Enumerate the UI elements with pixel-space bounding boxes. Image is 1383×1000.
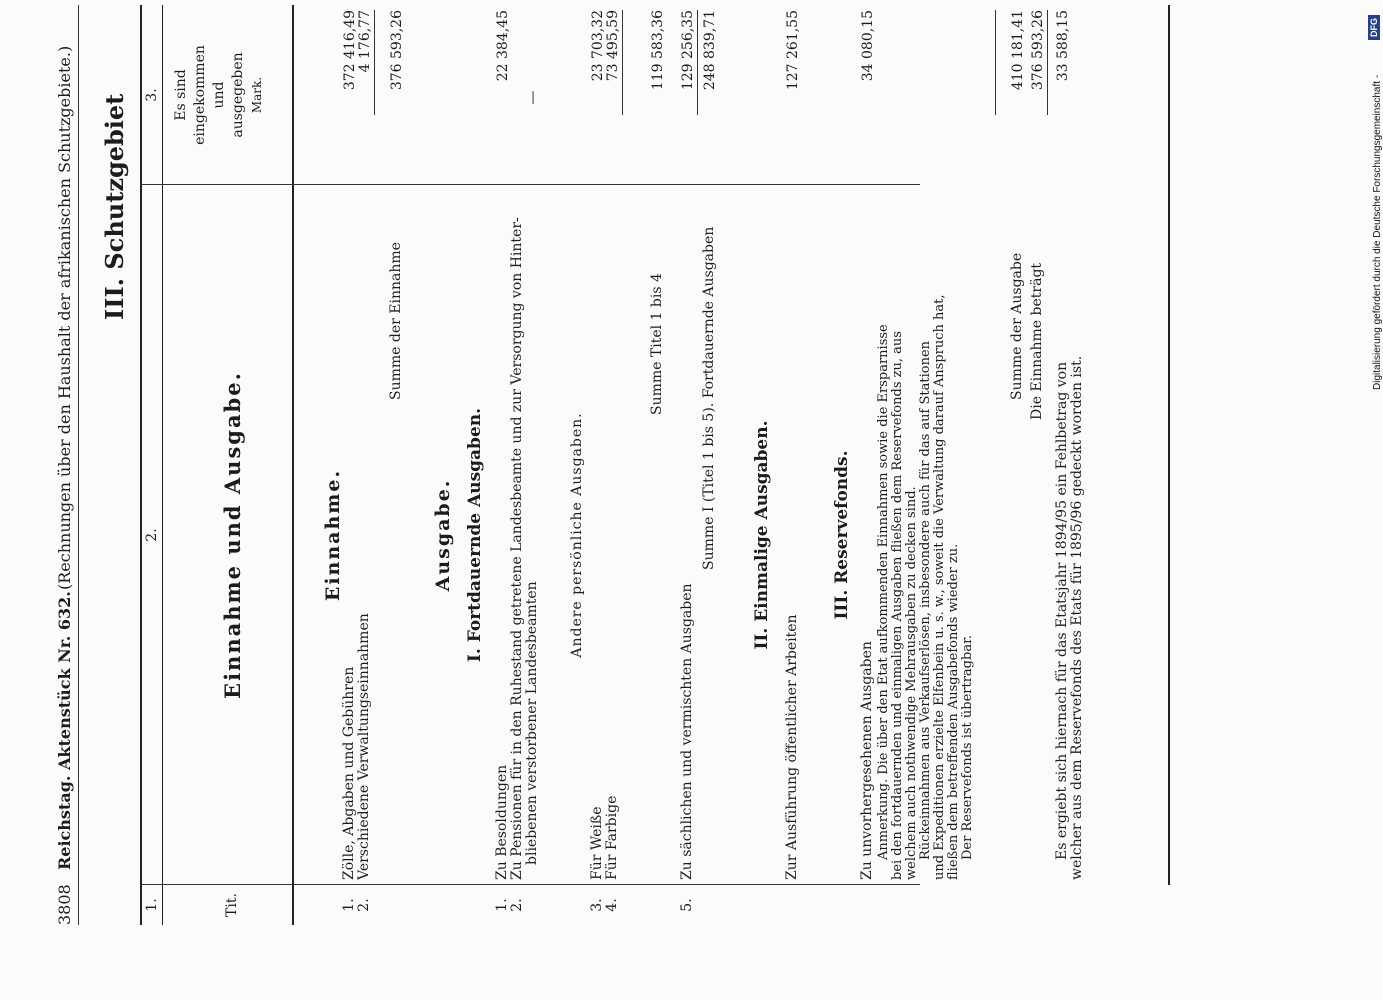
amount: 248 839,71 [702,10,718,91]
sum-label: Summe I (Titel 1 bis 5). Fortdauernde Ausgaben [701,226,717,570]
col1-number: 1. [144,898,160,912]
anmerkung-line: welchem auch nothwendige Mehrausgaben zu decken sind. [904,486,919,880]
col3-line: eingekommen [192,45,208,145]
page-number: 3808 [55,884,74,925]
section-heading: I. Fortdauernde Ausgaben. [465,407,485,663]
tit-number: 4. [604,898,620,912]
header-title: Reichstag. Aktenstück Nr. 632. [55,591,74,870]
table-top-rule [140,5,142,925]
ausgabe-item: Für Weiße [589,806,605,880]
sum-label: Summe Titel 1 bis 4 [649,273,665,415]
amount: 410 181,41 [1010,10,1026,91]
sum-label: Summe der Ausgabe [1009,252,1025,400]
col3-line: Es sind [173,69,189,121]
anmerkung [877,190,975,880]
anmerkung-line: fließen dem betreffenden Ausgabefonds wieder zu. [946,543,961,880]
amount: 33 588,15 [1055,10,1071,82]
amount: 34 080,15 [860,10,876,82]
tit-number: 2. [509,898,525,912]
sum-rule [697,10,698,115]
sum-label: Summe der Einnahme [388,242,404,400]
dfg-logo: DFG [1368,15,1380,40]
einnahme-item: Verschiedene Verwaltungseinnahmen [356,613,372,880]
tit-number: 1. [341,898,357,912]
einnahme-heading: Einnahme. [322,468,344,602]
sum-rule [622,10,623,115]
amount: 73 495,59 [605,10,621,82]
table-bottom-rule [1168,5,1170,885]
ausgabe-item-cont: bliebenen verstorbener Landesbeamten [524,581,540,865]
ausgabe-heading: Ausgabe. [432,478,454,592]
col3-header [172,5,267,185]
sum-rule [1047,10,1048,115]
col3-line: Mark. [250,76,264,114]
col1-divider [140,884,920,885]
anmerkung-line: Der Reservefonds ist übertragbar. [960,635,975,860]
column-number-rule [162,5,163,925]
ausgabe-item: Für Farbige [604,795,620,880]
tit-number: 2. [356,898,372,912]
ausgabe-item: Zu unvorhergesehenen Ausgaben [859,641,875,880]
anmerkung-line: bei den fortdauernden und einmaligen Ausgaben fließen dem Reservefonds zu, aus [890,331,905,880]
tit-number: 1. [494,898,510,912]
anmerkung-line: Anmerkung. Die über den Etat aufkommenden Einnahmen sowie die Ersparnisse [876,324,891,860]
amount: 127 261,55 [785,10,801,91]
sum-label: Die Einnahme beträgt [1029,262,1045,420]
fehlbetrag-line: Es ergiebt sich hiernach für das Etatsjahr 1894/95 ein Fehlbetrag von [1054,361,1070,860]
tit-number: 3. [589,898,605,912]
col3-line: und [211,81,227,109]
ausgabe-item: Zu sächlichen und vermischten Ausgaben [679,583,695,880]
dfg-credit: Digitalisierung gefördert durch die Deutsche Forschungsgemeinschaft - [1372,74,1383,390]
section-heading: III. Reservefonds. [832,450,852,620]
amount: — [525,90,541,105]
col3-line: ausgegeben [230,52,246,138]
col2-number: 2. [144,528,160,542]
sum-rule [995,10,996,115]
amount: 129 256,35 [680,10,696,91]
amount: 119 583,36 [650,10,666,91]
anmerkung-line: Rückeinnahmen aus Verkaufserlösen, insbesondere auch für das auf Stationen [918,340,933,860]
col3-number: 3. [144,88,160,102]
header-subtitle: (Rechnungen über den Haushalt der afrikanischen Schutzgebiete.) [55,45,74,590]
einnahme-item: Zölle, Abgaben und Gebühren [341,666,357,880]
ausgabe-item: Zur Ausführung öffentlicher Arbeiten [784,614,800,880]
amount: 376 593,26 [389,10,405,91]
header-rule [78,5,79,925]
ausgabe-item: Zu Besoldungen [494,764,510,880]
sum-rule [374,10,375,115]
anmerkung-line: und Expeditionen erzielte Elfenbein u. s. w., soweit die Verwaltung darauf Anspruch hat, [932,294,947,880]
tit-label: Tit. [224,893,240,917]
subsection-heading: Andere persönliche Ausgaben. [569,412,585,658]
section-heading: II. Einmalige Ausgaben. [752,420,772,650]
section-title: III. Schutzgebiet [100,93,129,320]
amount: 376 593,26 [1030,10,1046,91]
tit-number: 5. [679,898,695,912]
amount: 372 416,49 [342,10,358,91]
amount: 23 703,32 [590,10,606,82]
amount: 22 384,45 [495,10,511,82]
ausgabe-item: Zu Pensionen für in den Ruhestand getretene Landesbeamte und zur Versorgung von Hinter- [509,217,525,880]
fehlbetrag-line: welcher aus dem Reservefonds des Etats für 1895/96 gedeckt worden ist. [1069,355,1085,880]
column-header-rule [292,5,294,925]
amount: 4 176,77 [357,10,373,73]
main-title: Einnahme und Ausgabe. [220,371,245,699]
